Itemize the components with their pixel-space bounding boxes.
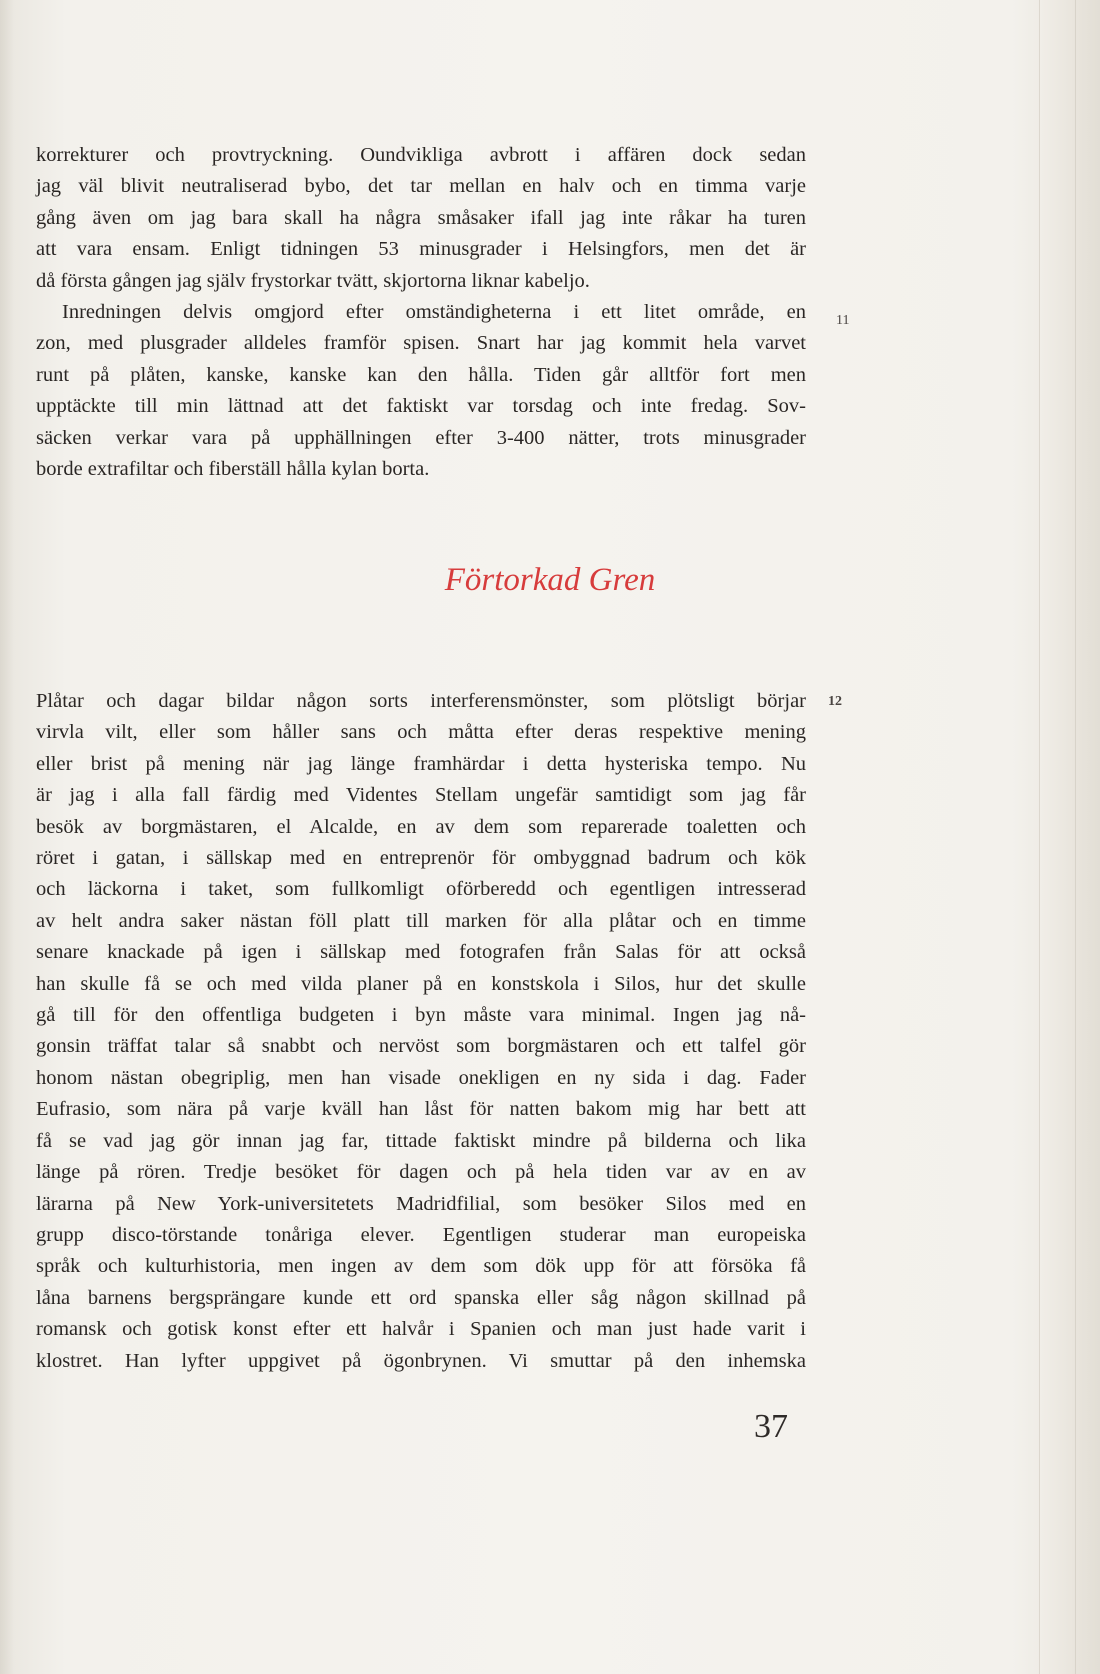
margin-number: 11 — [836, 313, 850, 328]
text-line: gå till för den offentliga budgeten i byn måste vara minimal. Ingen jag nå- — [36, 1004, 806, 1027]
text-line: få se vad jag gör innan jag far, tittade faktiskt mindre på bilderna och lika — [36, 1129, 806, 1152]
text-line: besök av borgmästaren, el Alcalde, en av dem som reparerade toaletten och — [36, 815, 806, 838]
text-line: borde extrafiltar och fiberställ hålla kylan borta. — [36, 458, 430, 481]
text-line: zon, med plusgrader alldeles framför spisen. Snart har jag kommit hela varvet — [36, 332, 806, 355]
text-line: säcken verkar vara på upphällningen efter 3-400 nätter, trots minusgrader — [36, 426, 806, 449]
text-line: språk och kulturhistoria, men ingen av dem som dök upp för att försöka få — [36, 1255, 806, 1278]
text-line: korrekturer och provtryckning. Oundvikliga avbrott i affären dock sedan — [36, 144, 806, 166]
text-line: att vara ensam. Enligt tidningen 53 minusgrader i Helsingfors, men det är — [36, 238, 806, 261]
text-line: honom nästan obegriplig, men han visade onekligen en ny sida i dag. Fader — [36, 1066, 806, 1089]
text-line: röret i gatan, i sällskap med en entreprenör för ombyggnad badrum och kök — [36, 847, 806, 870]
text-line: senare knackade på igen i sällskap med fotografen från Salas för att också — [36, 941, 806, 964]
text-line: länge på rören. Tredje besöket för dagen och på hela tiden var av en av — [36, 1161, 806, 1184]
text-line: Plåtar och dagar bildar någon sorts interferensmönster, som plötsligt börjar — [36, 690, 806, 712]
text-line: klostret. Han lyfter uppgivet på ögonbrynen. Vi smuttar på den inhemska — [36, 1349, 806, 1372]
text-line: upptäckte till min lättnad att det faktiskt var torsdag och inte fredag. Sov- — [36, 395, 806, 418]
section-2-text — [36, 686, 806, 1377]
text-line: är jag i alla fall färdig med Videntes Stellam ungefär samtidigt som jag får — [36, 784, 806, 807]
margin-number: 12 — [828, 694, 842, 709]
text-line: gång även om jag bara skall ha några småsaker ifall jag inte råkar ha turen — [36, 206, 806, 229]
text-line: grupp disco-törstande tonåriga elever. Egentligen studerar man europeiska — [36, 1223, 806, 1246]
text-line: av helt andra saker nästan föll platt till marken för alla plåtar och en timme — [36, 909, 806, 932]
text-line: Eufrasio, som nära på varje kväll han låst för natten bakom mig har bett att — [36, 1098, 806, 1121]
text-line: och läckorna i taket, som fullkomligt oförberedd och egentligen intresserad — [36, 878, 806, 901]
text-line: Inredningen delvis omgjord efter omständigheterna i ett litet område, en — [62, 301, 806, 324]
text-line: romansk och gotisk konst efter ett halvår i Spanien och man just hade varit i — [36, 1318, 806, 1341]
text-line: jag väl blivit neutraliserad bybo, det tar mellan en halv och en timma varje — [36, 175, 806, 198]
text-line: eller brist på mening när jag länge framhärdar i detta hysteriska tempo. Nu — [36, 752, 806, 775]
section-heading: Förtorkad Gren — [444, 562, 656, 598]
page-number: 37 — [754, 1408, 788, 1445]
section-1-text — [36, 140, 806, 485]
text-line: lärarna på New York-universitetets Madridfilial, som besöker Silos med en — [36, 1192, 806, 1215]
text-line: runt på plåten, kanske, kanske kan den hålla. Tiden går alltför fort men — [36, 363, 806, 386]
text-line: han skulle få se och med vilda planer på en konstskola i Silos, hur det skulle — [36, 972, 806, 995]
text-line: då första gången jag själv frystorkar tvätt, skjortorna liknar kabeljo. — [36, 269, 590, 292]
text-line: låna barnens bergsprängare kunde ett ord spanska eller såg någon skillnad på — [36, 1286, 806, 1309]
text-line: virvla vilt, eller som håller sans och måtta efter deras respektive mening — [36, 721, 806, 744]
text-line: gonsin träffat talar så snabbt och nervöst som borgmästaren och ett talfel gör — [36, 1035, 806, 1058]
